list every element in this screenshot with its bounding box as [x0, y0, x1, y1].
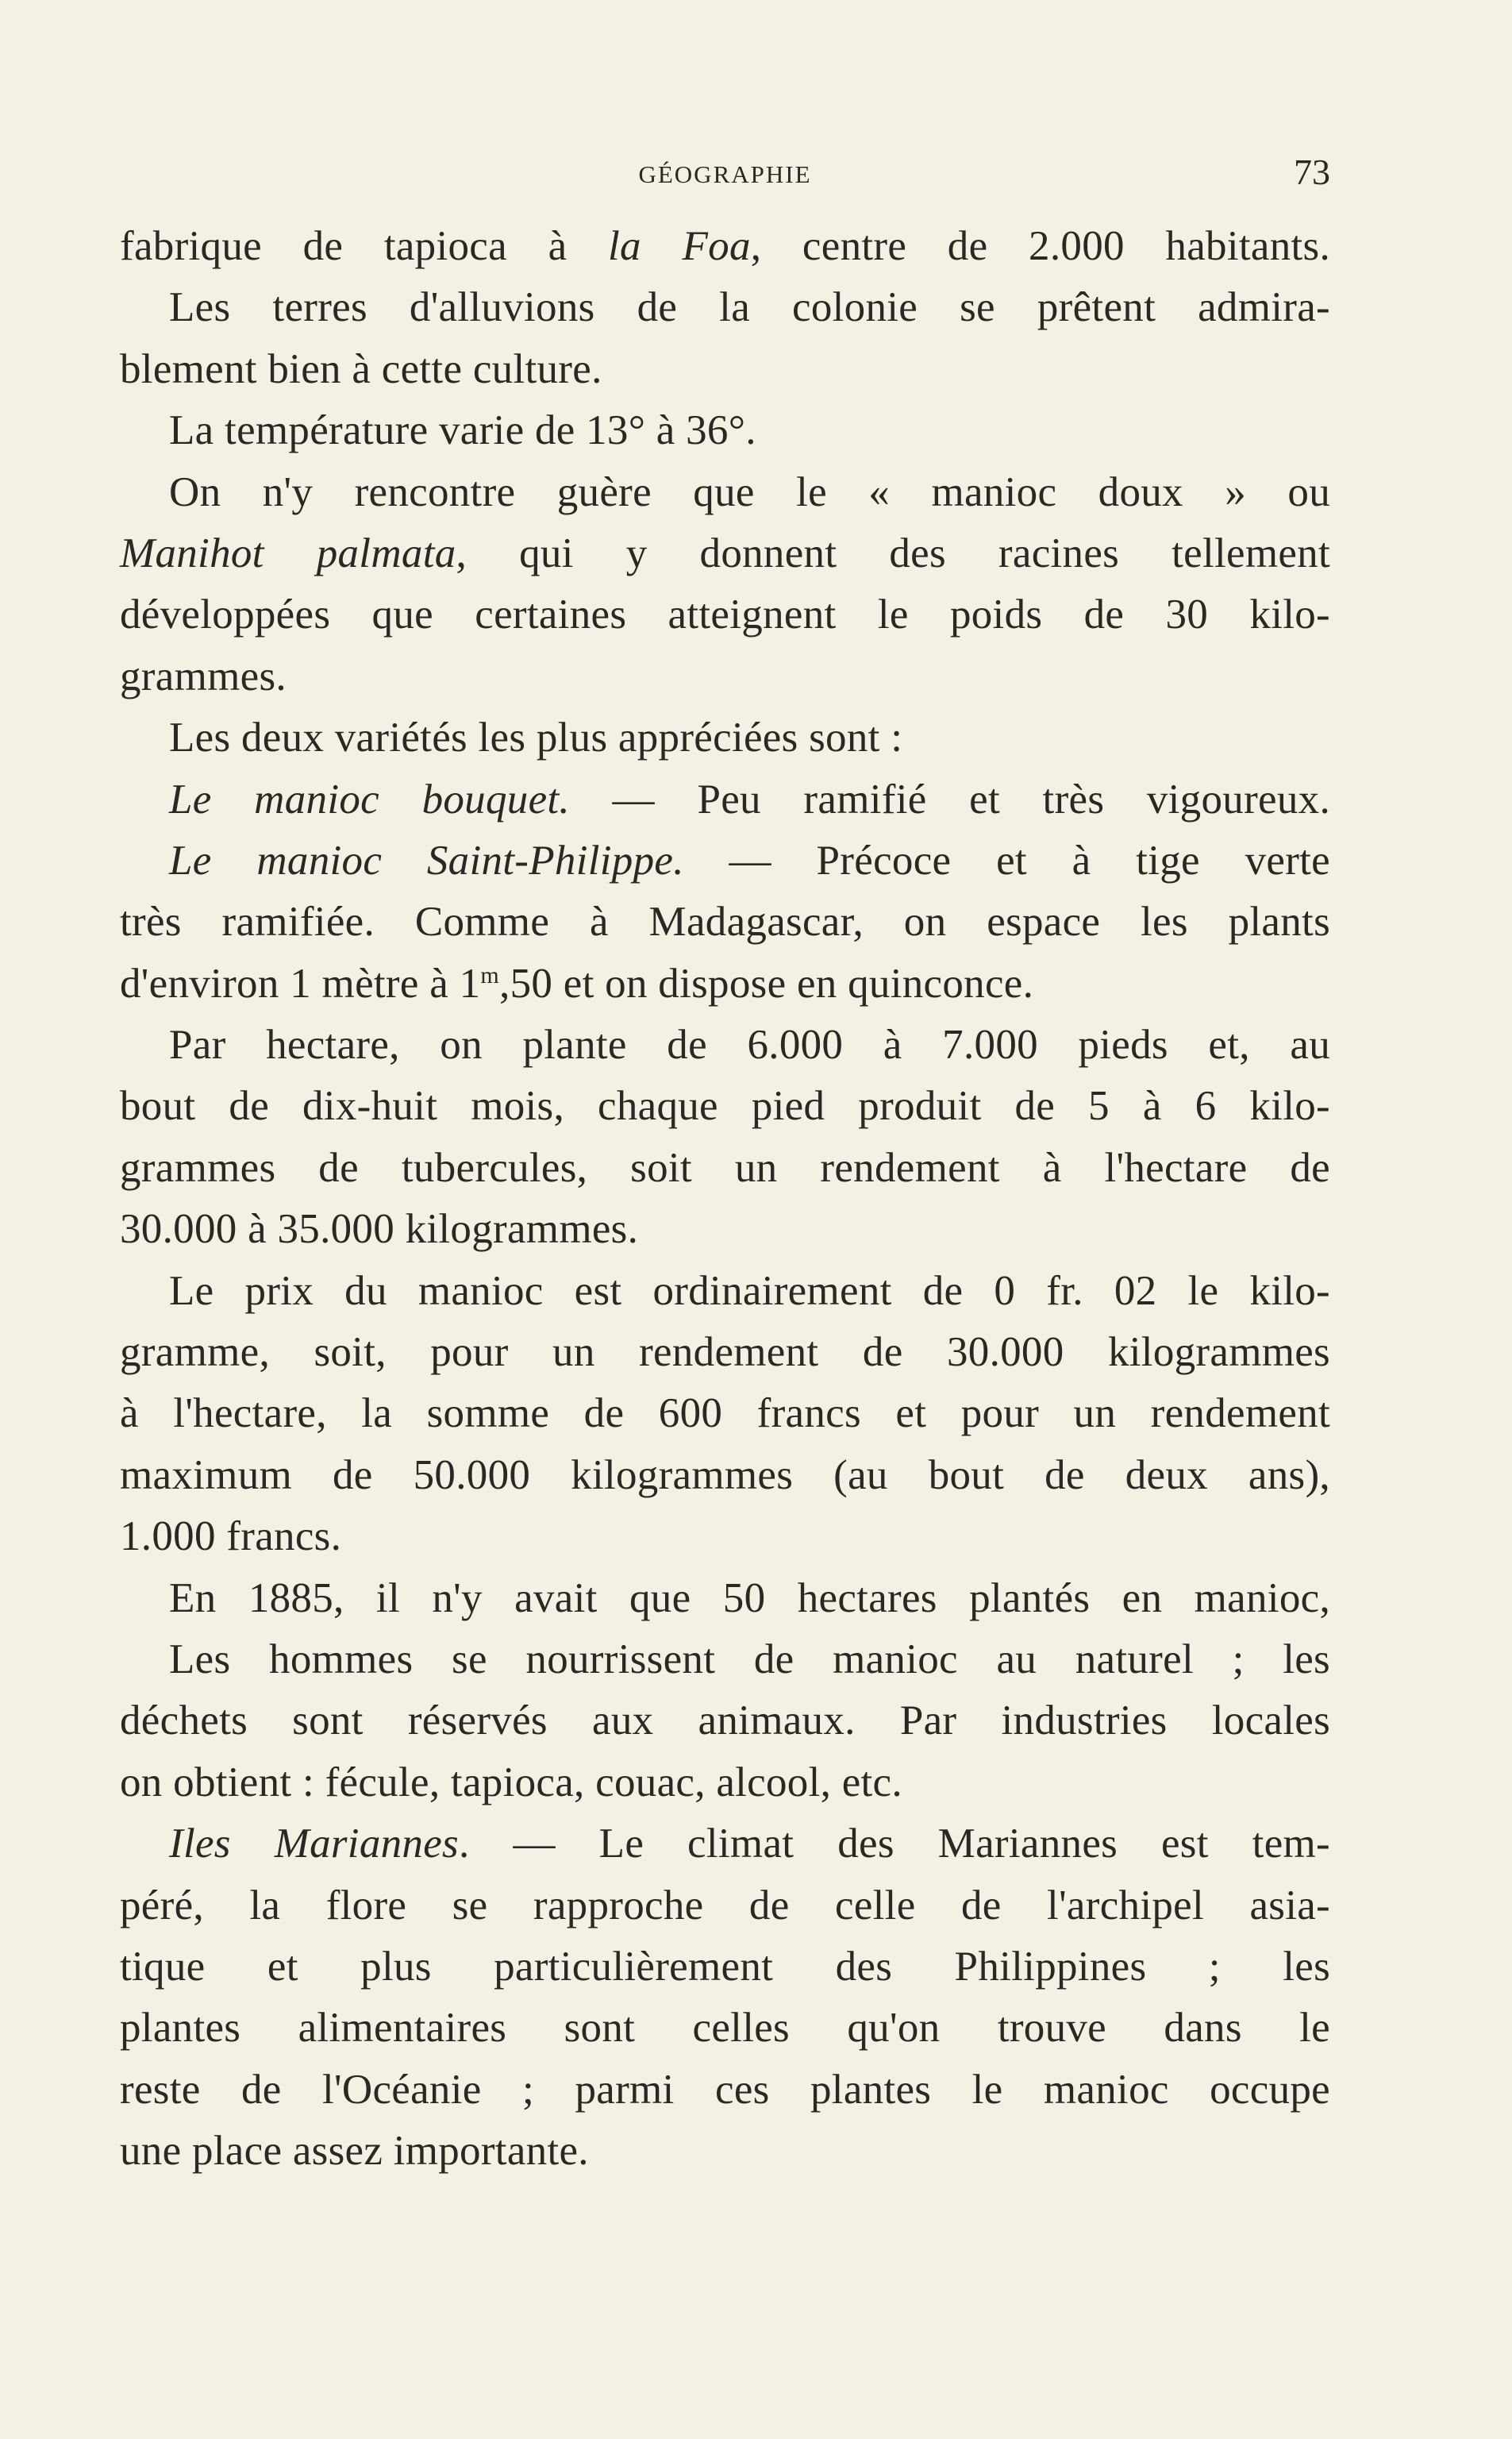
- text-segment: grammes.: [120, 653, 287, 699]
- text-line: [120, 1199, 1330, 1260]
- text-line: [120, 1813, 1330, 1875]
- text-segment: 1.000 francs.: [120, 1513, 342, 1560]
- text-line: [120, 830, 1330, 892]
- text-segment: ,50 et on dispose en quinconce.: [499, 960, 1034, 1007]
- text-line: [120, 339, 1330, 400]
- text-segment: déchets sont réservés aux animaux. Par industries locales: [120, 1697, 1330, 1744]
- text-segment: Le prix du manioc est ordinairement de 0 fr. 02 le kilo-: [169, 1267, 1330, 1314]
- text-line: [120, 523, 1330, 584]
- page-number: 73: [1294, 152, 1330, 192]
- italic-text: la Foa: [608, 223, 751, 269]
- text-line: [120, 1506, 1330, 1567]
- text-segment: 30.000 à 35.000 kilogrammes.: [120, 1206, 639, 1253]
- text-line: [120, 2059, 1330, 2121]
- text-line: [120, 1445, 1330, 1506]
- italic-text: Manihot palmata: [120, 530, 456, 576]
- text-line: [120, 1383, 1330, 1444]
- text-segment: . — Le climat des Mariannes est tem-: [458, 1821, 1330, 1867]
- text-segment: Les deux variétés les plus appréciées sont :: [169, 715, 903, 761]
- text-segment: La température varie de 13° à 36°.: [169, 407, 756, 454]
- text-segment: reste de l'Océanie ; parmi ces plantes le manioc occupe: [120, 2066, 1330, 2113]
- text-line: [120, 1076, 1330, 1137]
- text-segment: — Peu ramifié et très vigoureux.: [569, 776, 1330, 823]
- text-line: [120, 1936, 1330, 1998]
- italic-text: Le manioc bouquet.: [169, 776, 570, 823]
- text-segment: , centre de 2.000 habitants.: [750, 223, 1331, 269]
- text-segment: gramme, soit, pour un rendement de 30.000 kilogrammes: [120, 1329, 1330, 1376]
- text-line: [120, 462, 1330, 523]
- text-segment: Les terres d'alluvions de la colonie se prêtent admira-: [169, 284, 1330, 331]
- italic-text: Iles Mariannes: [169, 1821, 459, 1867]
- text-segment: on obtient : fécule, tapioca, couac, alcool, etc.: [120, 1759, 902, 1805]
- text-line: [120, 1629, 1330, 1690]
- text-segment: à l'hectare, la somme de 600 francs et pour un rendement: [120, 1390, 1330, 1437]
- text-segment: péré, la flore se rapproche de celle de l'archipel asia-: [120, 1882, 1330, 1928]
- text-segment: Par hectare, on plante de 6.000 à 7.000 pieds et, au: [169, 1022, 1330, 1069]
- text-line: [120, 892, 1330, 953]
- text-line: [120, 1875, 1330, 1936]
- text-segment: blement bien à cette culture.: [120, 345, 602, 392]
- text-segment: très ramifiée. Comme à Madagascar, on espace les plants: [120, 899, 1330, 946]
- text-line: [120, 584, 1330, 645]
- italic-text: Le manioc Saint-Philippe.: [169, 837, 684, 884]
- body-text: [120, 216, 1330, 2183]
- text-segment: maximum de 50.000 kilogrammes (au bout de deux ans),: [120, 1451, 1330, 1498]
- text-line: [120, 1752, 1330, 1813]
- text-segment: bout de dix-huit mois, chaque pied produit de 5 à 6 kilo-: [120, 1083, 1330, 1130]
- text-segment: développées que certaines atteignent le poids de 30 kilo-: [120, 591, 1330, 638]
- text-line: [120, 277, 1330, 338]
- text-segment: tique et plus particulièrement des Philippines ; les: [120, 1943, 1330, 1990]
- text-segment: d'environ 1 mètre à 1: [120, 960, 481, 1007]
- text-segment: grammes de tubercules, soit un rendement à l'hectare de: [120, 1144, 1330, 1191]
- text-line: [120, 1015, 1330, 1076]
- text-line: [120, 1138, 1330, 1199]
- text-line: [120, 1568, 1330, 1629]
- text-line: [120, 1322, 1330, 1383]
- text-line: [120, 707, 1330, 769]
- text-line: [120, 769, 1330, 830]
- text-segment: fabrique de tapioca à: [120, 223, 609, 269]
- text-segment: — Précoce et à tige verte: [683, 837, 1330, 884]
- text-line: [120, 2121, 1330, 2182]
- text-line: [120, 1261, 1330, 1322]
- text-segment: En 1885, il n'y avait que 50 hectares plantés en manioc,: [169, 1574, 1330, 1621]
- text-segment: une place assez importante.: [120, 2128, 589, 2175]
- text-line: [120, 1998, 1330, 2059]
- text-segment: , qui y donnent des racines tellement: [456, 530, 1330, 576]
- superscript-text: m: [480, 961, 500, 988]
- text-segment: On n'y rencontre guère que le « manioc doux » ou: [169, 468, 1330, 515]
- page-header: [120, 151, 1330, 202]
- text-segment: Les hommes se nourrissent de manioc au naturel ; les: [169, 1636, 1330, 1682]
- text-line: [120, 216, 1330, 277]
- text-line: [120, 646, 1330, 707]
- text-line: [120, 954, 1330, 1015]
- running-title: GÉOGRAPHIE: [638, 160, 812, 188]
- text-line: [120, 400, 1330, 461]
- text-segment: plantes alimentaires sont celles qu'on trouve dans le: [120, 2005, 1330, 2052]
- text-line: [120, 1690, 1330, 1751]
